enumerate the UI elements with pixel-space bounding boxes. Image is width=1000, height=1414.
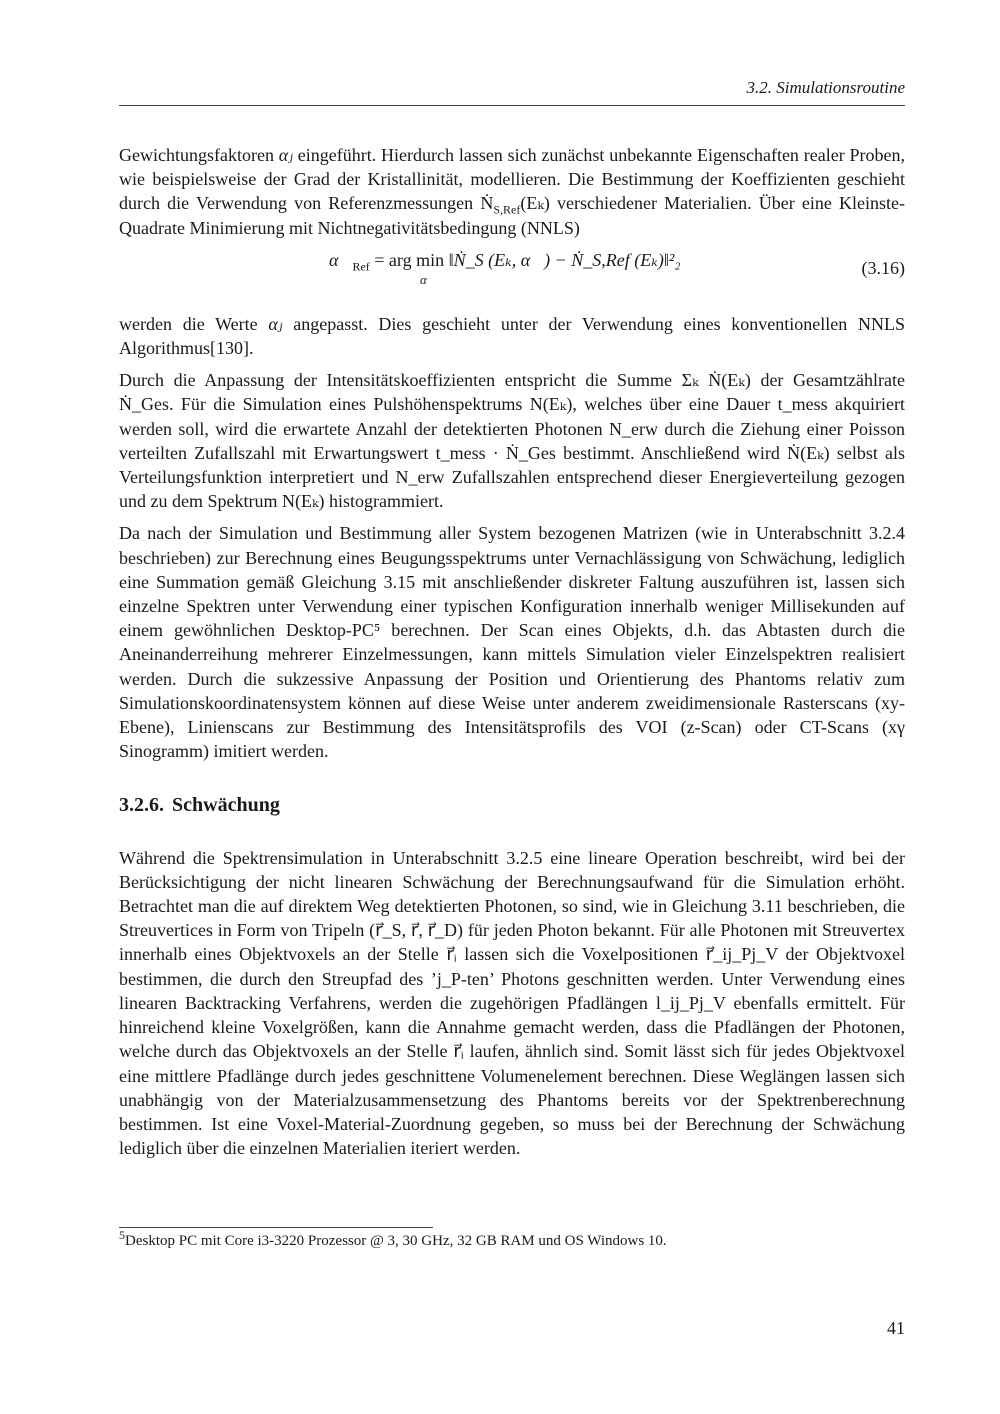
equation-3-16	[119, 248, 905, 304]
alpha-j: αⱼ	[278, 145, 293, 165]
ref-measure: Ṅ$_{S,Ref}$(Eₖ)	[480, 193, 550, 217]
section-heading	[119, 793, 905, 817]
footnote-text: Desktop PC mit Core i3-3220 Prozessor @ 3, 30 GHz, 32 GB RAM und OS Windows 10.	[125, 1233, 667, 1249]
equation-body: $\alpha⃗_{Ref}$ = arg min ‖Ṅ_S (Eₖ, α⃗) − Ṅ_S,Ref (Eₖ)‖²₂ α⃗	[329, 248, 681, 272]
paragraph-4: Da nach der Simulation und Bestimmung aller System bezogenen Matrizen (wie in Unterabschnitt 3.2.4 beschrieben) zur Berechnung eines Beugungsspektrums unter Vernachlässigung von Schwächung, lediglich eine Summation gemäß Gleichung 3.15 mit anschließender diskreter Faltung auszuführen ist, lassen sich einzelne Spektren unter Verwendung einer typischen Konfiguration innerhalb weniger Millisekunden auf einem gewöhnlichen Desktop-PC⁵ berechnen. Der Scan eines Objekts, d.h. das Abtasten durch die Aneinanderreihung mehrerer Einzelmessungen, kann mittels Simulation vieler Einzelspektren realisiert werden. Durch die sukzessive Anpassung der Position und Orientierung des Phantoms relativ zum Simulationskoordinatensystem können auf diese Weise unter anderem zweidimensionale Rasterscans (xy-Ebene), Linienscans zur Bestimmung des Intensitätsprofils des VOI (z-Scan) oder CT-Scans (xγ Sinogramm) imitiert werden.	[119, 523, 905, 762]
section-number: 3.2.6.	[119, 794, 164, 817]
footnote	[119, 1228, 905, 1250]
section-title: Schwächung	[172, 794, 280, 817]
paragraph-5: Während die Spektrensimulation in Unterabschnitt 3.2.5 eine lineare Operation beschreibt, wird bei der Berücksichtigung der nicht linearen Schwächung der Berechnungsaufwand für die Simulation erhöht. Betrachtet man die auf direktem Weg detektierten Photonen, so sind, wie in Gleichung 3.11 beschrieben, die Streuvertices in Form von Tripeln (r⃗_S, r⃗, r⃗_D) für jeden Photon bekannt. Für alle Photonen mit Streuvertex innerhalb eines Objektvoxels an der Stelle r⃗ᵢ lassen sich die Voxelpositionen r⃗_ij_Pj_V der Objektvoxel bestimmen, die durch den Streupfad des ’j_P-ten’ Photons geschnitten werden. Unter Verwendung eines linearen Backtracking Verfahrens, werden die zugehörigen Pfadlängen l_ij_Pj_V ebenfalls ermittelt. Für hinreichend kleine Voxelgrößen, kann die Annahme gemacht werden, dass die Pfadlängen der Photonen, welche durch das Objektvoxels an der Stelle r⃗ᵢ laufen, ähnlich sind. Somit lässt sich für jedes Objektvoxel eine mittlere Pfadlänge durch jedes geschnittene Volumenelement berechnen. Diese Weglängen lassen sich unabhängig von der Materialzusammensetzung des Phantoms bereits vor der Spektrenberechnung bestimmen. Ist eine Voxel-Material-Zuordnung gegeben, so muss bei der Berechnung der Schwächung lediglich über die einzelnen Materialien iteriert werden.	[119, 847, 905, 1159]
page-number: 41	[887, 1318, 905, 1338]
footnote-rule	[119, 1227, 433, 1228]
main-text	[119, 143, 905, 1168]
paragraph-3: Durch die Anpassung der Intensitätskoeffizienten entspricht die Summe Σₖ Ṅ(Eₖ) der Gesamtzählrate Ṅ_Ges. Für die Simulation eines Pulshöhenspektrums N(Eₖ), welches über eine Dauer t_mess akquiriert werden soll, wird die erwartete Anzahl der detektierten Photonen N_erw durch die Ziehung einer Poisson verteilten Zufallszahl mit Erwartungswert t_mess · Ṅ_Ges bestimmt. Anschließend wird Ṅ(Eₖ) selbst als Verteilungsfunktion interpretiert und N_erw Zufallszahlen entsprechend dieser Energieverteilung gezogen und zu dem Spektrum N(Eₖ) histogrammiert.	[119, 370, 905, 512]
argmin-subscript: α⃗	[420, 271, 437, 287]
equation-number: (3.16)	[861, 257, 905, 278]
running-head: 3.2. Simulationsroutine	[119, 78, 905, 106]
paragraph-2: werden die Werte αⱼ angepasst. Dies geschieht unter der Verwendung eines konventionellen NNLS Algorithmus[130].	[119, 313, 905, 359]
paragraph-1: Gewichtungsfaktoren αⱼ eingeführt. Hierdurch lassen sich zunächst unbekannte Eigenschaften realer Proben, wie beispielsweise der Grad der Kristallinität, modellieren. Die Bestimmung der Koeffizienten geschieht durch die Verwendung von Referenzmessungen Ṅ$_{S,Ref}$(Eₖ) verschiedener Materialien. Über eine Kleinste-Quadrate Minimierung mit Nichtnegativitätsbedingung (NNLS)	[119, 145, 905, 238]
footnote-mark: 5	[119, 1228, 125, 1242]
